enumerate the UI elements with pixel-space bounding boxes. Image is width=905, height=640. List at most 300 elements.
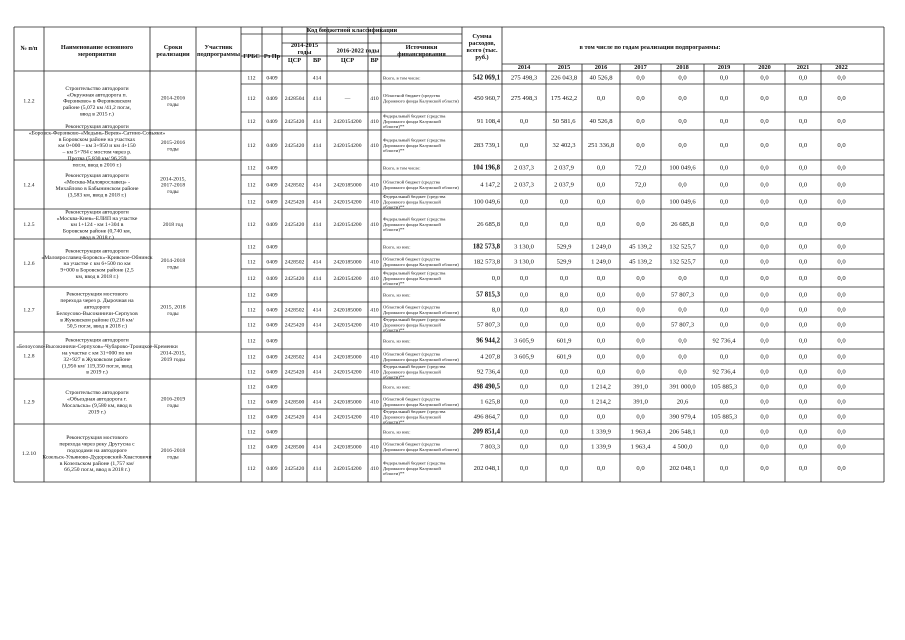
cell-year-2020: 0,0 <box>760 353 769 361</box>
header-sum: Сумма расходов, всего (тыс. руб.) <box>466 32 498 61</box>
cell-year-2021: 0,0 <box>798 428 808 436</box>
cell-rzpr: 0409 <box>266 307 278 314</box>
cell-year-2017: 0,0 <box>636 95 645 102</box>
cell-year-2017: 1 963,4 <box>630 428 651 436</box>
cell-vr-1415: 414 <box>312 399 322 406</box>
cell-year-2021: 0,0 <box>798 95 808 102</box>
cell-csr-1622: 2420185000 <box>333 307 362 314</box>
cell-year-2019: 0,0 <box>719 181 729 189</box>
cell-vr-1622: 410 <box>370 466 379 472</box>
cell-csr-1622: 2420185000 <box>333 399 362 406</box>
cell-rzpr: 0409 <box>266 414 278 421</box>
cell-year-2019: 0,0 <box>719 74 729 82</box>
cell-year-2017: 0,0 <box>636 198 645 206</box>
cell-year-2017: 0,0 <box>636 74 645 82</box>
cell-grbs: 112 <box>247 199 256 206</box>
cell-year-2016: 1 214,2 <box>591 383 611 391</box>
group-name: Реконструкция автодороги «Белоусово-Высокиничи-Серпухов»-Чубарово-Троицкое-Кременки на участке с км 31+000 по км 32+927 в Жуковском районе (1,956 км/ 119,350 пог.м, ввод в 2019 г.) <box>16 337 178 376</box>
cell-year-2014: 0,0 <box>519 142 529 149</box>
cell-year-2020: 0,0 <box>760 413 769 421</box>
cell-year-2021: 0,0 <box>798 275 808 282</box>
header-grbs: ГРБС <box>243 53 260 60</box>
group-name: Реконструкция автодороги «Москва-Киев»-ЕЛИП на участке км 1+124 - км 1+304 в Боровском районе (0,740 км, ввод в 2018 г.) <box>56 209 138 242</box>
cell-year-2018: 391 000,0 <box>669 383 696 391</box>
group-term: 2016-2019 годы <box>160 396 186 409</box>
group-name: Реконструкция автодороги «Боровск-Ферзиково-«Медынь-Верея»-Сатино-Совьяки» в Боровском районе на участках км 0+000 – км 3+950 и км 4+150 – км 5+784 с мостом через р. Протва (5,830 км/ 96,259 пог.м, ввод в 2016 г.) <box>28 124 166 169</box>
group-name: Реконструкция мостового перехода через реку Другусна с подходами на автодороге Козельск-Ульяново-Дудоровский-Хвастовичи в Козельском районе (1,757 км/ 66,250 пог.м, ввод в 2018 г.) <box>42 435 152 474</box>
cell-year-2018: 0,0 <box>678 337 687 345</box>
cell-rzpr: 0409 <box>266 338 278 345</box>
cell-year-2017: 72,0 <box>634 181 647 189</box>
cell-rzpr: 0409 <box>266 466 278 472</box>
cell-year-2020: 0,0 <box>760 398 769 406</box>
cell-grbs: 112 <box>247 354 256 361</box>
cell-year-2016: 0,0 <box>596 353 606 361</box>
cell-sum-total: 96 944,2 <box>476 337 500 345</box>
cell-year-2018: 390 979,4 <box>669 413 696 421</box>
cell-year-2016: 40 526,8 <box>589 118 613 125</box>
cell-year-2018: 206 548,1 <box>669 428 696 436</box>
cell-year-2016: 0,0 <box>596 95 606 102</box>
cell-year-2015: 0,0 <box>559 321 569 329</box>
cell-year-2014: 0,0 <box>519 368 529 376</box>
cell-grbs: 112 <box>247 384 256 391</box>
header-year-2017: 2017 <box>634 64 647 71</box>
cell-source: Федеральный бюджет (средства Дорожного фонда Калужской области)** <box>383 137 446 154</box>
cell-source: Областной бюджет (средства Дорожного фонда Калужской области) <box>383 304 459 315</box>
cell-year-2022: 0,0 <box>837 353 846 361</box>
cell-year-2022: 0,0 <box>837 221 846 228</box>
cell-vr-1622: 410 <box>370 307 379 314</box>
cell-year-2019: 0,0 <box>719 275 729 282</box>
cell-year-2020: 0,0 <box>760 443 769 451</box>
cell-year-2015: 8,0 <box>559 291 569 299</box>
group-term: 2015-2016 годы <box>160 140 186 153</box>
cell-year-2020: 0,0 <box>760 243 769 251</box>
cell-year-2018: 20,6 <box>676 398 689 406</box>
cell-year-2016: 0,0 <box>596 181 606 189</box>
cell-source: Областной бюджет (средства Дорожного фонда Калужской области) <box>383 396 459 407</box>
cell-sum-total: 542 069,1 <box>472 74 500 82</box>
cell-csr-1622: 2420154200 <box>333 466 362 472</box>
cell-year-2022: 0,0 <box>837 383 846 391</box>
cell-rzpr: 0409 <box>266 354 278 361</box>
cell-year-2017: 391,0 <box>633 398 648 406</box>
cell-year-2015: 0,0 <box>559 368 569 376</box>
cell-year-2021: 0,0 <box>798 118 808 125</box>
cell-source: Областной бюджет (средства Дорожного фонда Калужской области) <box>383 351 459 362</box>
header-years-1415: 2014-2015 годы <box>290 41 319 56</box>
cell-csr-1622: 2420185000 <box>333 444 362 451</box>
cell-grbs: 112 <box>247 222 256 228</box>
cell-vr-1415: 414 <box>312 307 322 314</box>
cell-year-2019: 0,0 <box>719 95 729 102</box>
cell-sum-total: 92 736,4 <box>476 368 500 376</box>
cell-sum-total: 100 049,6 <box>473 198 500 206</box>
cell-year-2020: 0,0 <box>760 221 769 228</box>
cell-sum-total: 57 807,3 <box>476 321 500 329</box>
cell-year-2020: 0,0 <box>760 164 769 172</box>
cell-year-2022: 0,0 <box>837 291 846 299</box>
cell-sum-total: 4 207,8 <box>480 353 500 361</box>
cell-year-2018: 0,0 <box>678 275 687 282</box>
cell-csr-1415: 2425420 <box>284 143 305 149</box>
cell-csr-1622: — <box>344 96 351 102</box>
cell-year-2015: 0,0 <box>559 398 569 406</box>
cell-vr-1622: 410 <box>370 369 379 376</box>
header-year-2018: 2018 <box>676 64 689 71</box>
cell-year-2014: 0,0 <box>519 275 529 282</box>
cell-year-2018: 132 525,7 <box>669 258 696 266</box>
cell-year-2015: 0,0 <box>559 221 569 228</box>
cell-year-2018: 100 049,6 <box>669 198 696 206</box>
cell-year-2019: 0,0 <box>719 118 729 125</box>
cell-vr-1622: 410 <box>370 322 379 329</box>
cell-sum-total: 182 573,8 <box>472 243 500 251</box>
header-year-2022: 2022 <box>835 64 848 71</box>
cell-year-2018: 57 807,3 <box>670 321 695 329</box>
group-number: 1.2.2 <box>23 98 35 105</box>
cell-csr-1622: 2420185000 <box>333 182 362 189</box>
cell-rzpr: 0409 <box>266 119 278 125</box>
cell-year-2022: 0,0 <box>837 321 846 329</box>
cell-sum-total: 0,0 <box>491 275 500 282</box>
cell-grbs: 112 <box>247 429 256 436</box>
cell-source: Областной бюджет (средства Дорожного фонда Калужской области) <box>383 179 459 190</box>
cell-year-2020: 0,0 <box>760 258 769 266</box>
cell-year-2017: 0,0 <box>636 413 645 421</box>
cell-year-2021: 0,0 <box>798 353 808 361</box>
cell-year-2015: 0,0 <box>559 428 569 436</box>
cell-year-2014: 0,0 <box>519 413 529 421</box>
cell-sum-total: 7 803,3 <box>480 443 500 451</box>
cell-csr-1622: 2420154200 <box>333 414 362 421</box>
cell-vr-1415: 414 <box>312 222 322 228</box>
cell-year-2017: 0,0 <box>636 291 645 299</box>
cell-csr-1415: 2425420 <box>284 119 305 125</box>
cell-sum-total: 202 048,1 <box>473 465 500 472</box>
cell-year-2014: 3 605,9 <box>514 337 534 345</box>
cell-year-2015: 0,0 <box>559 198 569 206</box>
cell-year-2016: 251 336,8 <box>587 142 615 149</box>
cell-vr-1415: 414 <box>312 182 322 189</box>
group-number: 1.2.5 <box>23 222 35 228</box>
cell-year-2016: 0,0 <box>596 413 606 421</box>
cell-grbs: 112 <box>247 165 256 172</box>
cell-year-2022: 0,0 <box>837 198 846 206</box>
cell-rzpr: 0409 <box>266 165 278 172</box>
cell-rzpr: 0409 <box>266 96 278 102</box>
cell-vr-1415: 414 <box>312 354 322 361</box>
cell-year-2020: 0,0 <box>760 95 769 102</box>
cell-source: Федеральный бюджет (средства Дорожного фонда Калужской области)** <box>383 317 446 333</box>
cell-year-2014: 0,0 <box>519 443 529 451</box>
cell-vr-1415: 414 <box>312 143 322 149</box>
cell-source: Всего, из них: <box>383 292 411 298</box>
group-number: 1.2.6 <box>23 261 35 267</box>
cell-year-2014: 0,0 <box>519 398 529 406</box>
cell-grbs: 112 <box>247 307 256 314</box>
cell-year-2016: 0,0 <box>596 164 606 172</box>
cell-year-2014: 0,0 <box>519 198 529 206</box>
cell-year-2020: 0,0 <box>760 291 769 299</box>
cell-source: Всего, в том числе: <box>383 75 421 81</box>
cell-year-2022: 0,0 <box>837 258 846 266</box>
cell-year-2022: 0,0 <box>837 164 846 172</box>
cell-vr-1622: 410 <box>370 143 379 149</box>
cell-vr-1415: 414 <box>312 276 322 282</box>
cell-year-2022: 0,0 <box>837 398 846 406</box>
cell-year-2016: 1 249,0 <box>591 258 611 266</box>
cell-csr-1415: 2428500 <box>284 444 305 451</box>
cell-rzpr: 0409 <box>266 199 278 206</box>
cell-rzpr: 0409 <box>266 292 278 299</box>
cell-year-2017: 0,0 <box>636 465 645 472</box>
header-participant: Участник подпрограммы <box>196 43 241 58</box>
cell-rzpr: 0409 <box>266 322 278 329</box>
cell-year-2019: 0,0 <box>719 428 729 436</box>
cell-year-2015: 0,0 <box>559 383 569 391</box>
cell-year-2018: 100 049,6 <box>669 164 696 172</box>
cell-sum-total: 498 490,5 <box>472 383 500 391</box>
cell-year-2021: 0,0 <box>798 74 808 82</box>
cell-grbs: 112 <box>247 119 256 125</box>
cell-grbs: 112 <box>247 338 256 345</box>
cell-grbs: 112 <box>247 322 256 329</box>
cell-year-2018: 0,0 <box>678 306 687 314</box>
cell-grbs: 112 <box>247 292 256 299</box>
cell-rzpr: 0409 <box>266 429 278 436</box>
cell-source: Федеральный бюджет (средства Дорожного фонда Калужской области)** <box>383 113 446 130</box>
cell-sum-total: 450 960,7 <box>473 95 500 102</box>
cell-year-2021: 0,0 <box>798 383 808 391</box>
cell-year-2021: 0,0 <box>798 221 808 228</box>
cell-year-2019: 0,0 <box>719 306 729 314</box>
cell-year-2018: 0,0 <box>678 95 687 102</box>
cell-year-2021: 0,0 <box>798 321 808 329</box>
group-name: Строительство автодороги «Окружная автодорога п. Ферзиково» в Ферзиковском районе (5,072 км /41,2 пог.м, ввод в 2015 г.) <box>63 85 131 118</box>
cell-sum-total: 57 815,3 <box>476 291 500 299</box>
cell-year-2014: 3 605,9 <box>514 353 534 361</box>
cell-year-2019: 0,0 <box>719 353 729 361</box>
cell-csr-1415: 2425420 <box>284 414 305 421</box>
cell-source: Федеральный бюджет (средства Дорожного фонда Калужской области)** <box>383 216 446 233</box>
cell-year-2020: 0,0 <box>760 142 769 149</box>
cell-source: Всего, из них: <box>383 429 411 435</box>
cell-sum-total: 496 864,7 <box>473 413 500 421</box>
group-name: Реконструкция автодороги «Москва-Малоярославец» -Михайлово в Бабынинском районе (3,583 км, ввод в 2018 г.) <box>55 173 139 199</box>
cell-year-2022: 0,0 <box>837 306 846 314</box>
cell-year-2020: 0,0 <box>760 118 769 125</box>
cell-year-2020: 0,0 <box>760 275 769 282</box>
cell-year-2019: 0,0 <box>719 443 729 451</box>
cell-year-2017: 45 139,2 <box>628 258 653 266</box>
cell-year-2019: 0,0 <box>719 221 729 228</box>
cell-year-2017: 72,0 <box>634 164 647 172</box>
cell-year-2021: 0,0 <box>798 198 808 206</box>
cell-year-2017: 0,0 <box>636 142 645 149</box>
cell-year-2015: 0,0 <box>559 275 569 282</box>
cell-year-2015: 8,0 <box>559 306 569 314</box>
cell-year-2018: 57 807,3 <box>670 291 695 299</box>
cell-year-2016: 0,0 <box>596 321 606 329</box>
cell-vr-1622: 410 <box>370 222 379 228</box>
cell-grbs: 112 <box>247 369 256 376</box>
cell-csr-1415: 2428502 <box>284 354 305 361</box>
group-term: 2014-2016 годы <box>160 95 186 108</box>
cell-year-2017: 0,0 <box>636 221 645 228</box>
cell-year-2016: 0,0 <box>596 337 606 345</box>
cell-year-2019: 0,0 <box>719 321 729 329</box>
cell-year-2020: 0,0 <box>760 337 769 345</box>
cell-year-2016: 0,0 <box>596 368 606 376</box>
cell-year-2019: 0,0 <box>719 142 729 149</box>
cell-year-2015: 601,9 <box>556 353 572 361</box>
cell-year-2017: 1 963,4 <box>630 443 651 451</box>
cell-year-2019: 105 885,3 <box>710 383 738 391</box>
cell-rzpr: 0409 <box>266 276 278 282</box>
cell-year-2019: 0,0 <box>719 198 729 206</box>
header-num: № п/п <box>20 45 38 52</box>
cell-csr-1622: 2420154200 <box>333 222 362 228</box>
cell-vr-1415: 414 <box>312 259 322 266</box>
cell-sum-total: 26 685,8 <box>476 221 500 228</box>
cell-year-2018: 4 500,0 <box>672 443 693 451</box>
cell-vr-1622: 410 <box>370 259 379 266</box>
cell-sum-total: 91 108,4 <box>476 118 500 125</box>
cell-year-2022: 0,0 <box>837 95 846 102</box>
cell-year-2015: 0,0 <box>559 465 569 472</box>
header-csr-2: ЦСР <box>340 57 355 64</box>
cell-year-2020: 0,0 <box>760 306 769 314</box>
cell-year-2022: 0,0 <box>837 74 846 82</box>
cell-vr-1622: 410 <box>370 119 379 125</box>
cell-year-2016: 0,0 <box>596 306 606 314</box>
cell-year-2021: 0,0 <box>798 443 808 451</box>
cell-year-2022: 0,0 <box>837 243 846 251</box>
cell-vr-1622: 410 <box>370 276 379 282</box>
header-kbk: Код бюджетной классификации <box>306 27 398 34</box>
header-year-2020: 2020 <box>758 64 771 71</box>
cell-grbs: 112 <box>247 259 256 266</box>
cell-year-2021: 0,0 <box>798 142 808 149</box>
cell-year-2017: 0,0 <box>636 368 645 376</box>
cell-rzpr: 0409 <box>266 384 278 391</box>
cell-year-2014: 275 498,3 <box>510 74 538 82</box>
cell-csr-1622: 2420154200 <box>333 199 362 206</box>
cell-vr-1622: 410 <box>370 199 379 206</box>
cell-csr-1622: 2420154200 <box>333 276 362 282</box>
group-number: 1.2.9 <box>23 399 35 406</box>
cell-vr-1622: 410 <box>370 399 379 406</box>
cell-year-2022: 0,0 <box>837 142 846 149</box>
cell-year-2015: 0,0 <box>559 413 569 421</box>
cell-grbs: 112 <box>247 143 256 149</box>
cell-year-2014: 0,0 <box>519 306 529 314</box>
cell-year-2016: 40 526,8 <box>589 74 613 82</box>
cell-source: Всего, из них: <box>383 384 411 390</box>
cell-year-2016: 0,0 <box>596 198 606 206</box>
cell-year-2018: 0,0 <box>678 353 687 361</box>
cell-source: Областной бюджет (средства Дорожного фонда Калужской области) <box>383 93 459 104</box>
cell-year-2020: 0,0 <box>760 198 769 206</box>
cell-csr-1415: 2428502 <box>284 307 305 314</box>
cell-csr-1622: 2420154200 <box>333 322 362 329</box>
header-rzpr: Рз Пр <box>263 53 281 60</box>
group-number: 1.2.4 <box>23 182 35 189</box>
header-year-2021: 2021 <box>796 64 810 71</box>
cell-year-2015: 32 402,3 <box>552 142 576 149</box>
header-term: Сроки реализации <box>156 43 190 58</box>
cell-year-2016: 1 214,2 <box>591 398 611 406</box>
cell-rzpr: 0409 <box>266 399 278 406</box>
header-by-years: в том числе по годам реализации подпрограммы: <box>579 44 721 51</box>
cell-sum-total: 4 147,2 <box>480 181 500 189</box>
cell-year-2022: 0,0 <box>837 368 846 376</box>
cell-year-2014: 0,0 <box>519 383 529 391</box>
cell-year-2014: 0,0 <box>519 221 529 228</box>
cell-rzpr: 0409 <box>266 143 278 149</box>
cell-year-2019: 0,0 <box>719 243 729 251</box>
cell-year-2020: 0,0 <box>760 321 769 329</box>
cell-sum-total: 283 739,1 <box>473 142 500 149</box>
cell-year-2014: 0,0 <box>519 291 529 299</box>
cell-grbs: 112 <box>247 276 256 282</box>
cell-csr-1622: 2420154200 <box>333 143 362 149</box>
cell-csr-1622: 2420185000 <box>333 354 362 361</box>
cell-year-2016: 0,0 <box>596 221 606 228</box>
cell-vr-1622: 410 <box>370 444 379 451</box>
cell-year-2018: 0,0 <box>678 118 687 125</box>
cell-source: Федеральный бюджет (средства Дорожного фонда Калужской области)** <box>383 409 446 425</box>
header-year-2016: 2016 <box>594 64 608 71</box>
cell-year-2017: 0,0 <box>636 118 645 125</box>
cell-csr-1415: 2428500 <box>284 399 305 406</box>
cell-source: Федеральный бюджет (средства Дорожного фонда Калужской области)** <box>383 364 446 380</box>
cell-year-2016: 0,0 <box>596 465 606 472</box>
cell-year-2017: 0,0 <box>636 337 645 345</box>
cell-grbs: 112 <box>247 182 256 189</box>
cell-year-2021: 0,0 <box>798 181 808 189</box>
cell-year-2017: 0,0 <box>636 306 645 314</box>
cell-year-2020: 0,0 <box>760 181 769 189</box>
cell-year-2021: 0,0 <box>798 243 808 251</box>
cell-year-2019: 0,0 <box>719 291 729 299</box>
cell-sum-total: 182 573,8 <box>473 258 500 266</box>
group-term: 2014-2015, 2019 годы <box>160 350 186 363</box>
cell-year-2021: 0,0 <box>798 164 808 172</box>
cell-year-2016: 1 339,9 <box>591 428 611 436</box>
cell-year-2018: 26 685,8 <box>670 221 695 228</box>
cell-year-2015: 2 037,9 <box>554 181 574 189</box>
cell-grbs: 112 <box>247 75 256 82</box>
cell-year-2022: 0,0 <box>837 337 846 345</box>
header-year-2014: 2014 <box>517 64 531 71</box>
cell-year-2017: 391,0 <box>633 383 648 391</box>
group-number: 1.2.7 <box>23 307 35 314</box>
group-number: 1.2.8 <box>23 353 35 360</box>
cell-csr-1622: 2420185000 <box>333 259 362 266</box>
cell-year-2020: 0,0 <box>760 465 769 472</box>
cell-csr-1622: 2420154200 <box>333 369 362 376</box>
cell-year-2020: 0,0 <box>760 368 769 376</box>
cell-source: Областной бюджет (средства Дорожного фонда Калужской области) <box>383 256 459 267</box>
cell-year-2016: 0,0 <box>596 275 606 282</box>
cell-sum-total: 209 851,4 <box>472 428 500 436</box>
cell-year-2015: 0,0 <box>559 443 569 451</box>
cell-vr-1415: 414 <box>312 119 322 125</box>
header-csr-1: ЦСР <box>287 57 302 64</box>
